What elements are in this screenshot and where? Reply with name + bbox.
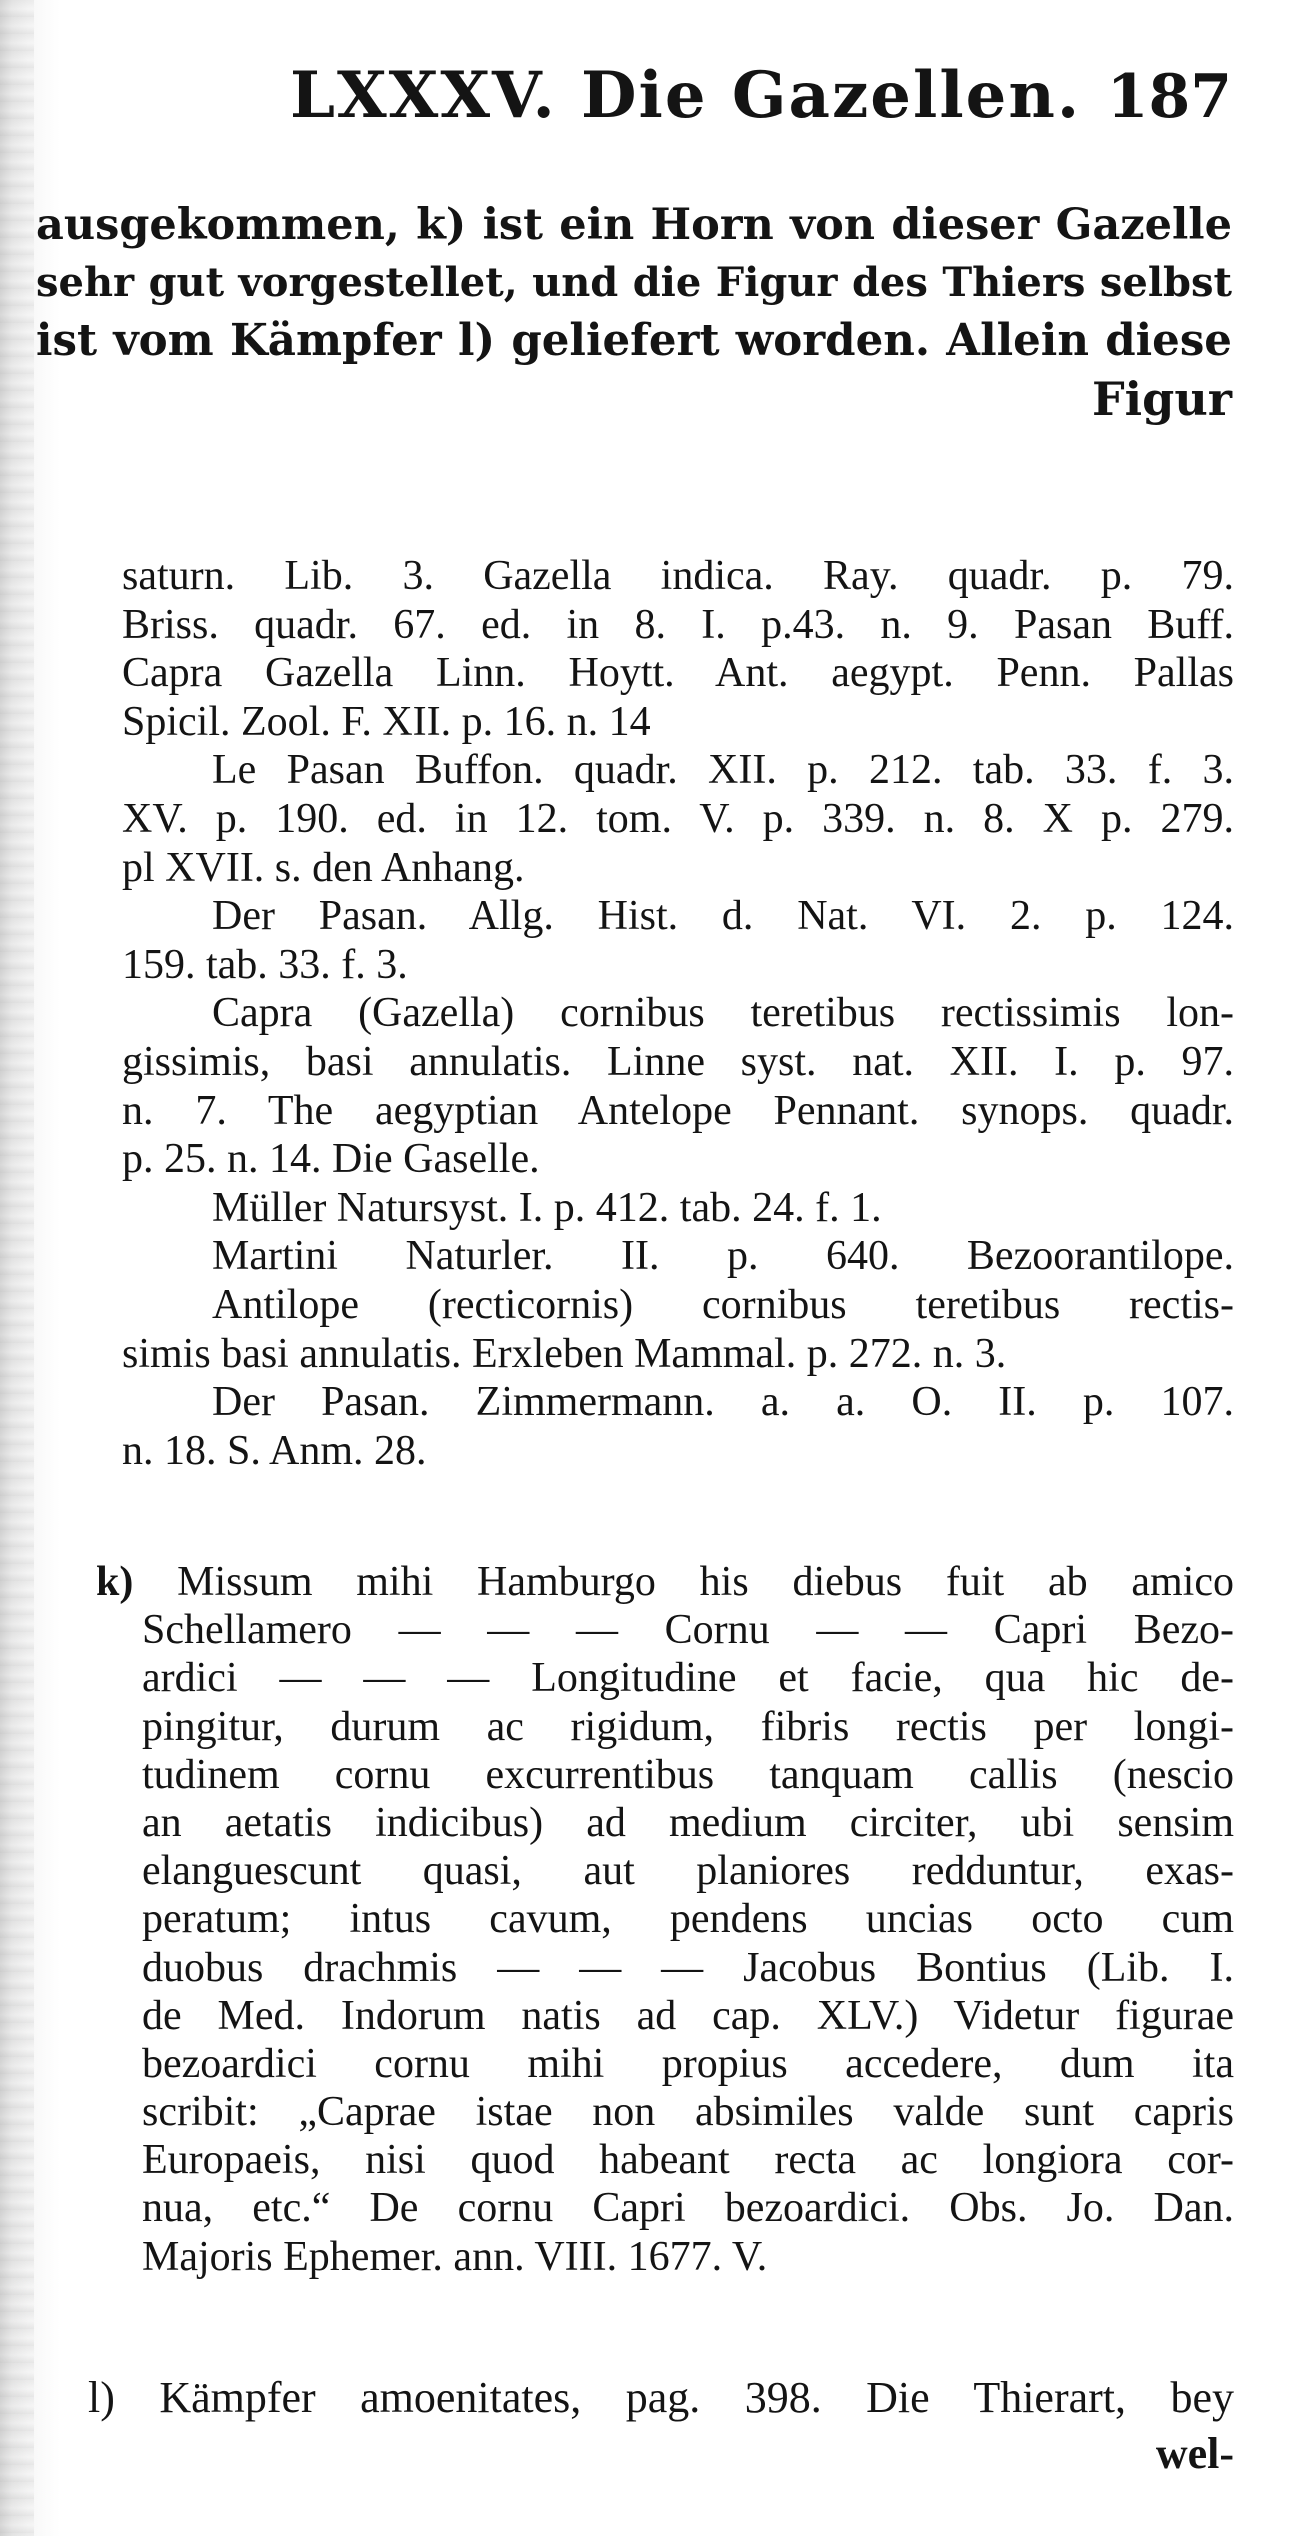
main-text-catchword: Figur xyxy=(1092,372,1232,426)
main-text-block xyxy=(36,196,1232,428)
footnote-line: Schellamero — — — Cornu — — Capri Bezo- xyxy=(142,1607,1234,1654)
citation-line: Der Pasan. Allg. Hist. d. Nat. VI. 2. p. 124. xyxy=(212,893,1234,940)
footnote-line: Majoris Ephemer. ann. VIII. 1677. V. xyxy=(142,2233,768,2280)
footnote-line: pingitur, durum ac rigidum, fibris rectis per longi- xyxy=(142,1703,1234,1750)
footnote-line: peratum; intus cavum, pendens uncias octo cum xyxy=(142,1896,1234,1943)
footnote-line: l) Kämpfer amoenitates, pag. 398. Die Thierart, bey xyxy=(88,2373,1234,2422)
main-text-line: sehr gut vorgestellet, und die Figur des Thiers selbst xyxy=(36,259,1232,306)
footnote-marker: k) xyxy=(96,1559,134,1605)
footnote-line: Europaeis, nisi quod habeant recta ac longiora cor- xyxy=(142,2137,1234,2184)
citation-line: Le Pasan Buffon. quadr. XII. p. 212. tab. 33. f. 3. xyxy=(212,747,1234,794)
footnote-l xyxy=(88,2370,1234,2482)
citation-line: Capra (Gazella) cornibus teretibus rectissimis lon- xyxy=(212,990,1234,1037)
footnote-line: bezoardici cornu mihi propius accedere, dum ita xyxy=(142,2040,1234,2087)
footnote-line: elanguescunt quasi, aut planiores redduntur, exas- xyxy=(142,1848,1234,1895)
citation-line: Müller Natursyst. I. p. 412. tab. 24. f. 1. xyxy=(212,1184,882,1231)
footnote-line: scribit: „Caprae istae non absimiles valde sunt capris xyxy=(142,2089,1234,2136)
citation-line: Martini Naturler. II. p. 640. Bezoorantilope. xyxy=(212,1233,1234,1280)
synonym-citations xyxy=(122,552,1234,1475)
citation-line: Spicil. Zool. F. XII. p. 16. n. 14 xyxy=(122,698,651,745)
citation-line: saturn. Lib. 3. Gazella indica. Ray. quadr. p. 79. xyxy=(122,553,1234,599)
citation-line: n. 18. S. Anm. 28. xyxy=(122,1427,427,1474)
footnote-line-text: Missum mihi Hamburgo his diebus fuit ab amico xyxy=(177,1559,1234,1605)
catchword: wel- xyxy=(1155,2429,1234,2478)
citation-line: Antilope (recticornis) cornibus teretibus rectis- xyxy=(212,1281,1234,1328)
citation-line: Der Pasan. Zimmermann. a. a. O. II. p. 107. xyxy=(212,1379,1234,1426)
main-text-line: ist vom Kämpfer l) geliefert worden. Allein diese xyxy=(36,315,1232,366)
footnote-line: de Med. Indorum natis ad cap. XLV.) Videtur figurae xyxy=(142,1992,1234,2039)
citation-line: 159. tab. 33. f. 3. xyxy=(122,941,408,988)
citation-line: pl XVII. s. den Anhang. xyxy=(122,844,525,891)
citation-line: n. 7. The aegyptian Antelope Pennant. synops. quadr. xyxy=(122,1087,1234,1134)
citation-line: Capra Gazella Linn. Hoytt. Ant. aegypt. Penn. Pallas xyxy=(122,650,1234,697)
chapter-title: LXXXV. Die Gazellen. xyxy=(290,58,1082,133)
page-number: 187 xyxy=(1106,62,1232,132)
main-text-line: ausgekommen, k) ist ein Horn von dieser Gazelle xyxy=(36,200,1232,250)
running-head xyxy=(290,58,1232,148)
page-spine-shadow xyxy=(0,0,34,2536)
footnote-line: nua, etc.“ De cornu Capri bezoardici. Obs. Jo. Dan. xyxy=(142,2185,1234,2232)
footnote-line xyxy=(96,1558,1234,1606)
citation-line: XV. p. 190. ed. in 12. tom. V. p. 339. n. 8. X p. 279. xyxy=(122,795,1234,842)
citation-line: p. 25. n. 14. Die Gaselle. xyxy=(122,1136,540,1183)
citation-line: simis basi annulatis. Erxleben Mammal. p. 272. n. 3. xyxy=(122,1330,1007,1377)
footnote-line: tudinem cornu excurrentibus tanquam callis (nescio xyxy=(142,1751,1234,1798)
citation-line: gissimis, basi annulatis. Linne syst. nat. XII. I. p. 97. xyxy=(122,1038,1234,1085)
footnote-k xyxy=(96,1558,1234,2281)
footnote-line: ardici — — — Longitudine et facie, qua hic de- xyxy=(142,1655,1234,1702)
citation-line: Briss. quadr. 67. ed. in 8. I. p.43. n. 9. Pasan Buff. xyxy=(122,601,1234,648)
footnote-line: duobus drachmis — — — Jacobus Bontius (Lib. I. xyxy=(142,1944,1234,1991)
footnote-line: an aetatis indicibus) ad medium circiter, ubi sensim xyxy=(142,1799,1234,1846)
